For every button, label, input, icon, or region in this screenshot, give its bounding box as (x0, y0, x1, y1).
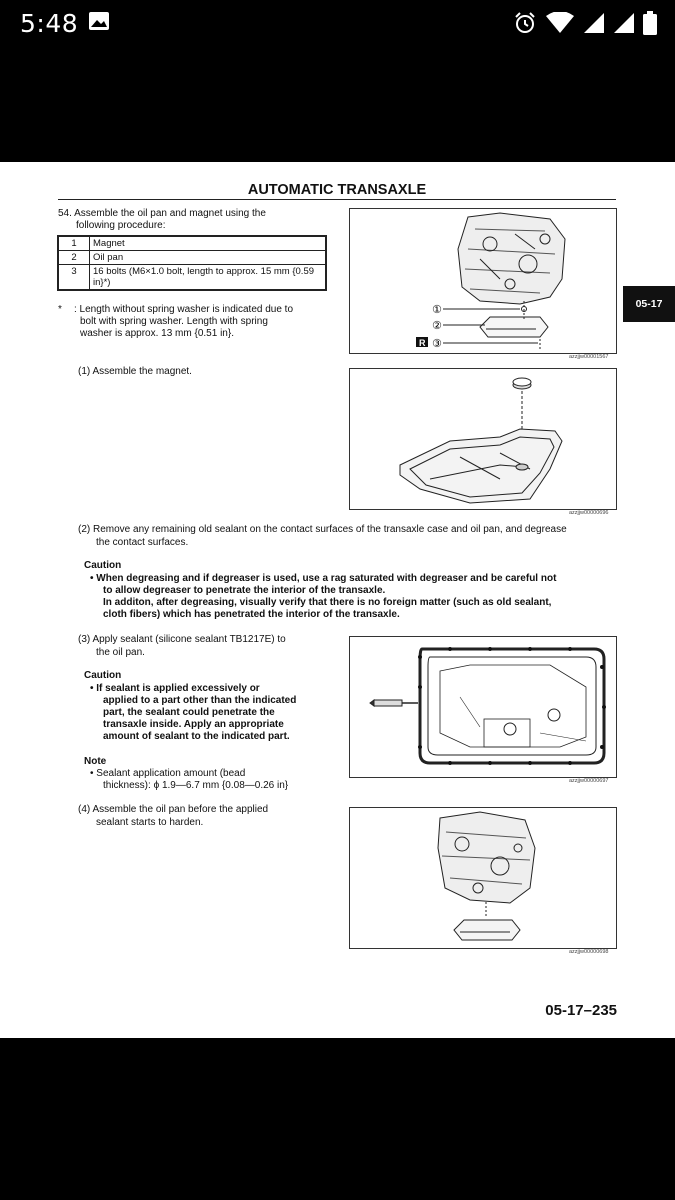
figure-id: azzjjw00000698 (569, 949, 609, 955)
footnote-line-3: washer is approx. 13 mm {0.51 in}. (80, 328, 234, 339)
document-page[interactable] (0, 162, 675, 1038)
caution-2-line-5: amount of sealant to the indicated part. (103, 731, 290, 742)
table-row (59, 251, 326, 265)
sealant-application-drawing (350, 637, 616, 777)
figure-magnet (349, 368, 617, 510)
figure-sealant (349, 636, 617, 778)
note-title: Note (84, 756, 107, 767)
caution-2-title: Caution (84, 670, 122, 681)
clock: 5:48 (20, 9, 79, 38)
substep-3-line-2: the oil pan. (96, 647, 145, 658)
caution-2-line-2: applied to a part other than the indicated (103, 695, 297, 706)
transaxle-exploded-drawing (350, 209, 616, 353)
step-54-line-1: 54. Assemble the oil pan and magnet using the (58, 208, 266, 219)
caution-1-line-3: In additon, after degreasing, visually verify that there is no foreign matter (such as old sealant, (103, 597, 552, 608)
figure-transaxle-exploded (349, 208, 617, 354)
figure-assemble-oil-pan (349, 807, 617, 949)
part-name: Magnet (90, 237, 326, 251)
figure-id: azzjjw00000696 (569, 510, 609, 516)
part-number: 2 (59, 251, 90, 265)
parts-table (58, 236, 326, 290)
page-number: 05-17–235 (545, 1002, 617, 1019)
table-row (59, 237, 326, 251)
section-tab: 05-17 (623, 286, 675, 322)
note-line-1: • Sealant application amount (bead (90, 768, 246, 779)
caution-2-line-4: transaxle inside. Apply an appropriate (103, 719, 284, 730)
caution-1-line-4: cloth fibers) which has penetrated the interior of the transaxle. (103, 609, 400, 620)
status-bar (0, 0, 675, 48)
substep-3-line-1: (3) Apply sealant (silicone sealant TB1217E) to (78, 634, 286, 645)
page-title: AUTOMATIC TRANSAXLE (247, 182, 427, 198)
substep-2-line-1: (2) Remove any remaining old sealant on the contact surfaces of the transaxle case and oil pan, and degrease (78, 524, 567, 535)
cell-signal-2-icon (613, 12, 635, 34)
figure-id: azzjjw00001567 (569, 354, 609, 360)
image-notification-icon (88, 11, 110, 31)
caution-1-line-2: to allow degreaser to penetrate the interior of the transaxle. (103, 585, 386, 596)
caution-2-line-1: • If sealant is applied excessively or (90, 683, 260, 694)
footnote-mark: * (58, 304, 62, 315)
callout-2: ② (432, 319, 442, 332)
wifi-icon (545, 12, 575, 34)
footnote-line-2: bolt with spring washer. Length with spring (80, 316, 268, 327)
battery-icon (643, 11, 657, 35)
r-marker: R (419, 338, 426, 348)
part-number: 3 (59, 265, 90, 290)
caution-2-line-3: part, the sealant could penetrate the (103, 707, 275, 718)
part-name: 16 bolts (M6×1.0 bolt, length to approx. 15 mm {0.59 in}*) (90, 265, 326, 290)
table-row (59, 265, 326, 290)
substep-4-line-1: (4) Assemble the oil pan before the applied (78, 804, 269, 815)
footnote-line-1: : Length without spring washer is indicated due to (74, 304, 294, 315)
substep-2-line-2: the contact surfaces. (96, 537, 189, 548)
oil-pan-assembly-drawing (350, 808, 616, 948)
part-number: 1 (59, 237, 90, 251)
callout-1: ① (432, 303, 442, 316)
step-54-line-2: following procedure: (76, 220, 166, 231)
substep-4-line-2: sealant starts to harden. (96, 817, 204, 828)
note-line-2: thickness): ϕ 1.9—6.7 mm {0.08—0.26 in} (103, 780, 289, 791)
callout-3: ③ (432, 337, 442, 350)
caution-1-line-1: • When degreasing and if degreaser is used, use a rag saturated with degreaser and be careful not (90, 573, 557, 584)
title-rule (58, 199, 616, 200)
magnet-oil-pan-drawing (350, 369, 616, 509)
figure-id: azzjjw00000697 (569, 778, 609, 784)
alarm-icon (513, 11, 537, 35)
part-name: Oil pan (90, 251, 326, 265)
cell-signal-icon (583, 12, 605, 34)
substep-1: (1) Assemble the magnet. (78, 366, 192, 377)
caution-1-title: Caution (84, 560, 122, 571)
